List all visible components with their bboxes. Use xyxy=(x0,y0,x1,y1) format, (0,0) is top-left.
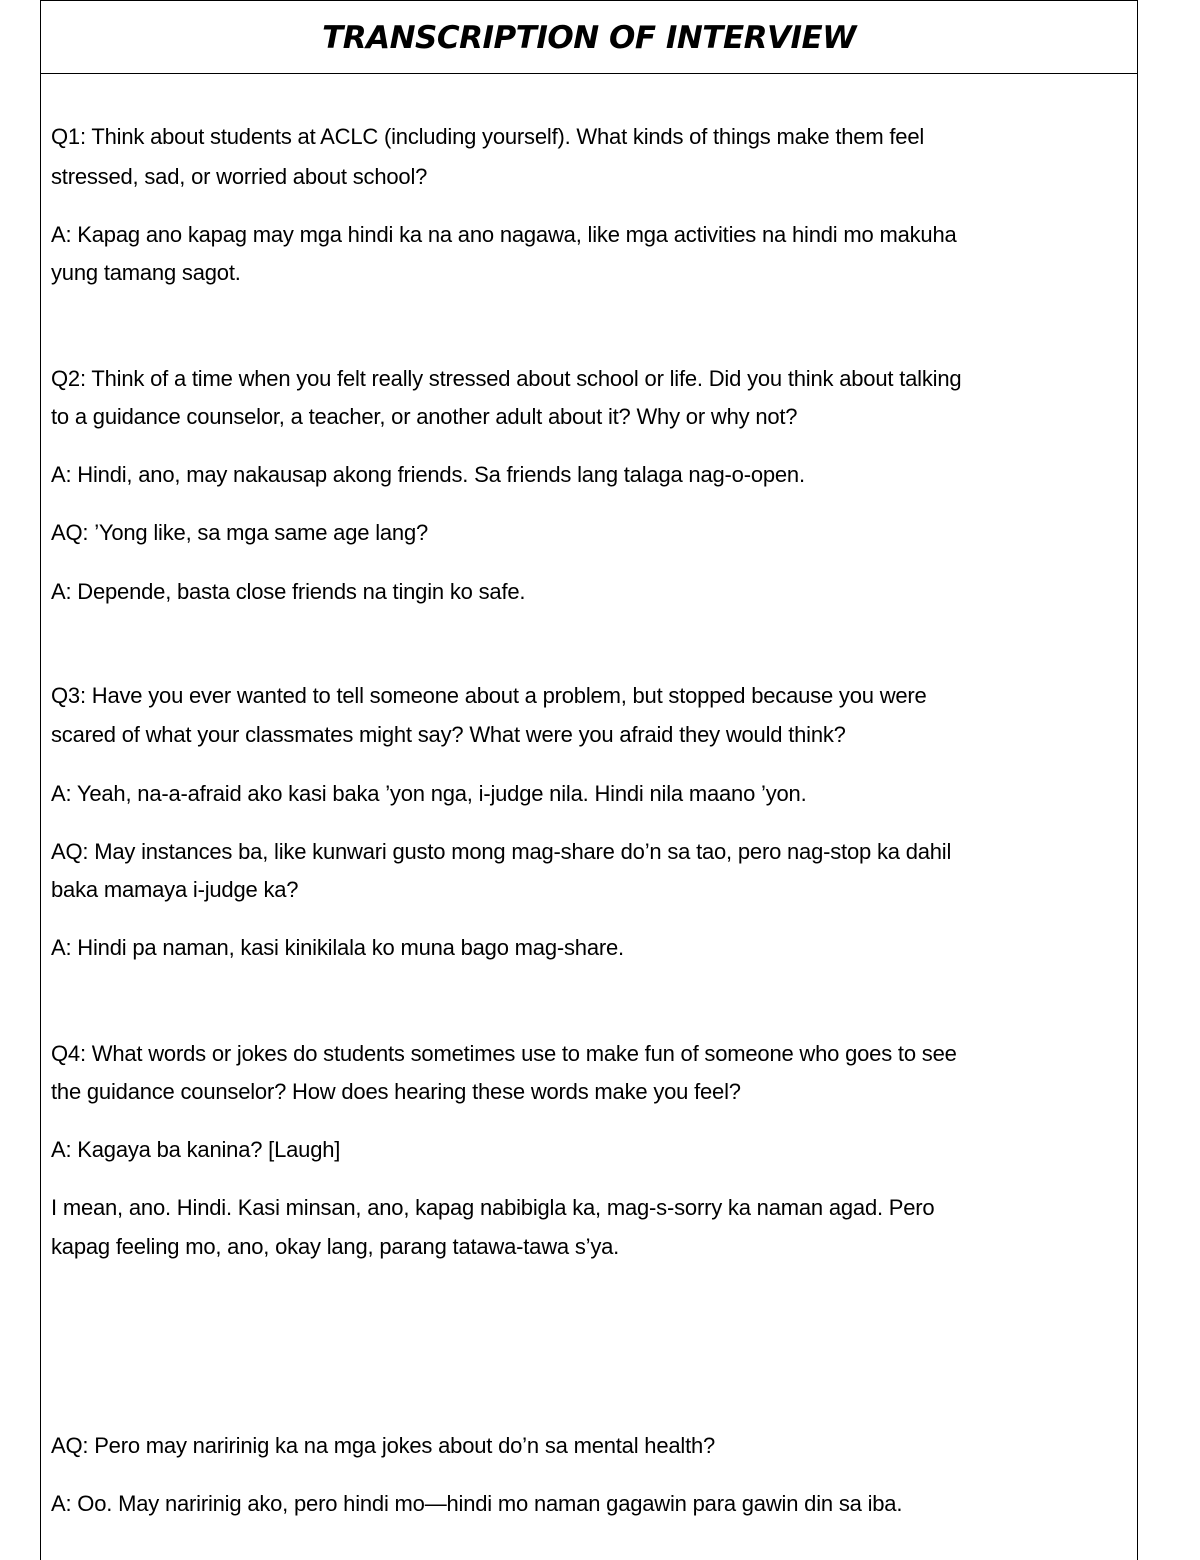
q3-question-line-1: Q3: Have you ever wanted to tell someone about a problem, but stopped because you were xyxy=(51,683,927,708)
q4-follow-up-question: AQ: Pero may naririnig ka na mga jokes about do’n sa mental health? xyxy=(51,1433,716,1458)
q3-follow-up-question-line-2: baka mamaya i-judge ka? xyxy=(51,877,299,902)
q2-question-line-1: Q2: Think of a time when you felt really stressed about school or life. Did you think about talking xyxy=(51,366,962,391)
q2-question-line-2: to a guidance counselor, a teacher, or another adult about it? Why or why not? xyxy=(51,404,798,429)
title-bar xyxy=(40,0,1138,74)
q4-answer-continued-line-1: I mean, ano. Hindi. Kasi minsan, ano, kapag nabibigla ka, mag-s-sorry ka naman agad. Pero xyxy=(51,1195,935,1220)
q4-follow-up-answer: A: Oo. May naririnig ako, pero hindi mo—hindi mo naman gagawin para gawin din sa iba. xyxy=(51,1491,903,1516)
q2-answer: A: Hindi, ano, may nakausap akong friends. Sa friends lang talaga nag-o-open. xyxy=(51,462,805,487)
q3-question-line-2: scared of what your classmates might say? What were you afraid they would think? xyxy=(51,722,846,747)
q3-follow-up-question-line-1: AQ: May instances ba, like kunwari gusto mong mag-share do’n sa tao, pero nag-stop ka dahil xyxy=(51,839,952,864)
q4-question-line-2: the guidance counselor? How does hearing these words make you feel? xyxy=(51,1079,741,1104)
q1-answer-line-2: yung tamang sagot. xyxy=(51,260,241,285)
q2-follow-up-question: AQ: ’Yong like, sa mga same age lang? xyxy=(51,520,429,545)
document-title: TRANSCRIPTION OF INTERVIEW xyxy=(322,19,856,56)
q4-answer: A: Kagaya ba kanina? [Laugh] xyxy=(51,1137,341,1162)
q4-question-line-1: Q4: What words or jokes do students sometimes use to make fun of someone who goes to see xyxy=(51,1041,957,1066)
q1-answer-line-1: A: Kapag ano kapag may mga hindi ka na ano nagawa, like mga activities na hindi mo makuha xyxy=(51,222,957,247)
q3-answer: A: Yeah, na-a-afraid ako kasi baka ’yon nga, i-judge nila. Hindi nila maano ’yon. xyxy=(51,781,807,806)
q4-answer-continued-line-2: kapag feeling mo, ano, okay lang, parang tatawa-tawa s’ya. xyxy=(51,1234,620,1259)
q3-follow-up-answer: A: Hindi pa naman, kasi kinikilala ko muna bago mag-share. xyxy=(51,935,624,960)
q2-follow-up-answer: A: Depende, basta close friends na tingin ko safe. xyxy=(51,579,526,604)
q1-question-line-1: Q1: Think about students at ACLC (including yourself). What kinds of things make them feel xyxy=(51,124,925,149)
q1-question-line-2: stressed, sad, or worried about school? xyxy=(51,164,428,189)
